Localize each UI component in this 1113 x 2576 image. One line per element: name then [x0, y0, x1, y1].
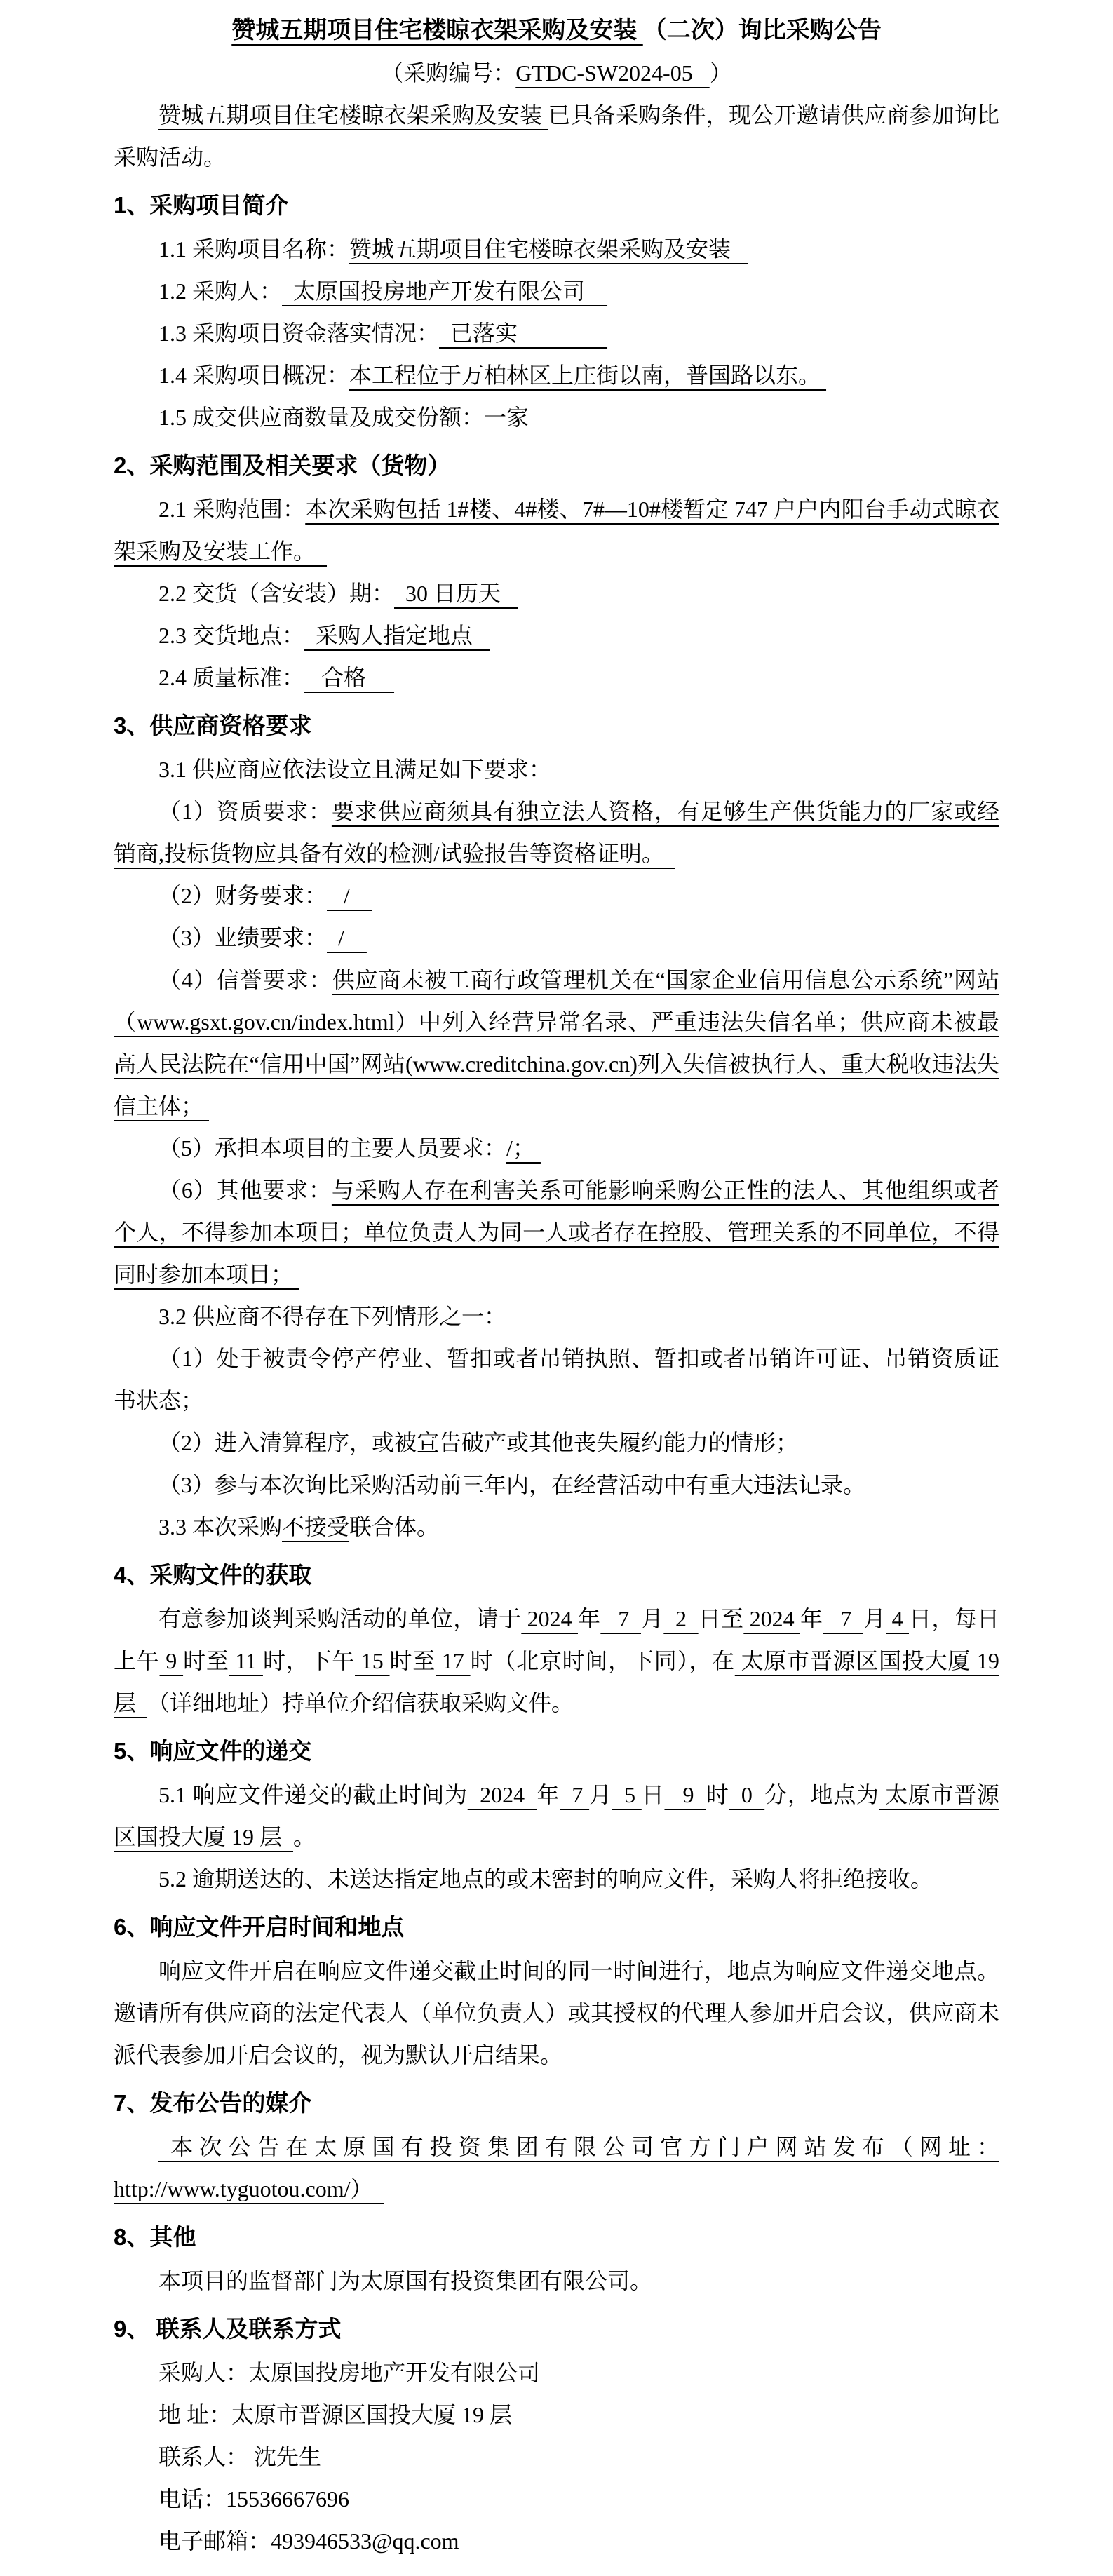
text-run: 采购人：太原国投房地产开发有限公司	[158, 2360, 541, 2385]
text-run: 5、响应文件的递交	[114, 1738, 312, 1764]
underlined-text-run: 本次公告在太原国有投资集团有限公司官方门户网站发布（网址：http://www.tyguotou.com/）	[114, 2134, 999, 2201]
section-7-heading	[114, 2082, 999, 2124]
item-2-4	[114, 656, 999, 699]
text-run: 日，每日上午	[114, 1606, 999, 1673]
underlined-text-run: 15	[355, 1648, 390, 1673]
section-4-paragraph	[114, 1598, 999, 1724]
text-run: 2.3 交货地点：	[158, 623, 305, 648]
text-run: （6）其他要求：	[158, 1178, 332, 1203]
underlined-text-run: 2024	[467, 1782, 537, 1807]
section-4-heading	[114, 1554, 999, 1596]
section-2-heading	[114, 445, 999, 487]
item-1-3	[114, 312, 999, 354]
text-run: （2）财务要求：	[158, 883, 328, 908]
text-run: 3.3 本次采购	[158, 1514, 283, 1539]
contact-address	[114, 2394, 999, 2436]
text-run: 地 址：太原市晋源区国投大厦 19 层	[158, 2402, 513, 2427]
underlined-text-run: 2024	[521, 1606, 578, 1631]
contact-person	[114, 2436, 999, 2478]
item-3-3	[114, 1506, 999, 1548]
underlined-text-run: /；	[506, 1135, 541, 1161]
item-3-1	[114, 748, 999, 790]
item-3-1-2	[114, 875, 999, 917]
text-run: 2.4 质量标准：	[158, 665, 305, 690]
item-5-1	[114, 1774, 999, 1858]
text-run: 2、采购范围及相关要求（货物）	[114, 452, 451, 478]
text-run: （1）处于被责令停产停业、暂扣或者吊销执照、暂扣或者吊销许可证、吊销资质证书状态；	[114, 1346, 999, 1413]
underlined-text-run: 9	[664, 1782, 706, 1807]
text-run: 2.2 交货（含安装）期：	[158, 581, 395, 606]
item-3-2-3	[114, 1464, 999, 1506]
text-run: 日	[641, 1782, 665, 1807]
item-3-2	[114, 1295, 999, 1337]
text-run: 4、采购文件的获取	[114, 1562, 312, 1588]
text-run: （采购编号：	[381, 60, 516, 86]
procurement-number-line	[114, 52, 999, 94]
underlined-text-run: 赞城五期项目住宅楼晾衣架采购及安装	[158, 102, 548, 128]
text-run: 8、其他	[114, 2224, 196, 2250]
text-run: 联合体。	[349, 1514, 440, 1539]
underlined-text-run: 太原市晋源区国投大厦 19 层	[114, 1782, 999, 1849]
contact-phone	[114, 2478, 999, 2520]
text-run: 5.1 响应文件递交的截止时间为	[158, 1782, 468, 1807]
item-1-5	[114, 396, 999, 438]
text-run: 时至	[183, 1648, 229, 1673]
text-run: 时	[706, 1782, 729, 1807]
underlined-text-run: 要求供应商须具有独立法人资格，有足够生产供货能力的厂家或经销商,投标货物应具备有效的检测/试验报告等资格证明。	[114, 799, 999, 866]
text-run: （1）资质要求：	[158, 799, 332, 824]
item-2-3	[114, 614, 999, 656]
text-run: 1.1 采购项目名称：	[158, 236, 350, 262]
text-run: 日至	[698, 1606, 744, 1631]
section-8-paragraph	[114, 2260, 999, 2302]
underlined-text-run: 赞城五期项目住宅楼晾衣架采购及安装	[231, 18, 643, 43]
text-run: 1.2 采购人：	[158, 278, 283, 304]
item-3-1-4	[114, 959, 999, 1127]
underlined-text-run: 太原市晋源区国投大厦 19 层	[114, 1648, 999, 1715]
section-5-heading	[114, 1730, 999, 1772]
text-run: （详细地址）持单位介绍信获取采购文件。	[147, 1690, 574, 1715]
underlined-text-run: /	[327, 883, 372, 908]
text-run: 年	[537, 1782, 560, 1807]
item-5-2	[114, 1858, 999, 1900]
text-run: 1、采购项目简介	[114, 192, 289, 218]
contact-purchaser	[114, 2352, 999, 2394]
item-3-2-2	[114, 1422, 999, 1464]
announcement-document	[114, 10, 999, 2562]
item-3-1-1	[114, 790, 999, 875]
text-run: （3）业绩要求：	[158, 925, 328, 950]
text-run: （3）参与本次询比采购活动前三年内，在经营活动中有重大违法记录。	[158, 1472, 866, 1497]
underlined-text-run: 30 日历天	[394, 581, 518, 606]
text-run: 3.2 供应商不得存在下列情形之一：	[158, 1304, 507, 1329]
text-run: 电话：15536667696	[158, 2486, 350, 2511]
text-run: 1.4 采购项目概况：	[158, 363, 350, 388]
underlined-text-run: 17	[436, 1648, 471, 1673]
text-run: 本项目的监督部门为太原国有投资集团有限公司。	[158, 2268, 653, 2293]
underlined-text-run: 本次采购包括 1#楼、4#楼、7#—10#楼暂定 747 户户内阳台手动式晾衣架采购及安装工作。	[114, 497, 999, 564]
underlined-text-run: 采购人指定地点	[304, 623, 490, 648]
text-run: 月	[589, 1782, 612, 1807]
text-run: 月	[640, 1606, 664, 1631]
text-run: 月	[863, 1606, 886, 1631]
contact-email	[114, 2520, 999, 2562]
underlined-text-run: 太原国投房地产开发有限公司	[282, 278, 608, 304]
underlined-text-run: 0	[729, 1782, 765, 1807]
underlined-text-run: 供应商未被工商行政管理机关在“国家企业信用信息公示系统”网站（www.gsxt.gov.cn/index.html）中列入经营异常名录、严重违法失信名单；供应商未被最高人民法院在“信用中国”网站(www.creditchina.gov.cn)列入失信被执行人、重大税收违法失信主体；	[114, 967, 999, 1119]
item-1-4	[114, 354, 999, 396]
underlined-text-run: 2	[663, 1606, 699, 1631]
text-run: 已具备采购条件，现公开邀请供应商参加询比采购活动。	[114, 102, 999, 170]
underlined-text-run: 7	[600, 1606, 641, 1631]
intro-paragraph	[114, 94, 999, 178]
section-8-heading	[114, 2216, 999, 2258]
item-3-1-5	[114, 1127, 999, 1169]
section-7-paragraph	[114, 2126, 999, 2210]
underlined-text-run: /	[327, 925, 367, 950]
text-run: 时（北京时间，下同），在	[470, 1648, 735, 1673]
text-run: 1.3 采购项目资金落实情况：	[158, 321, 440, 346]
underlined-text-run: 赞城五期项目住宅楼晾衣架采购及安装	[349, 236, 748, 262]
text-run: 3、供应商资格要求	[114, 713, 312, 739]
item-2-2	[114, 572, 999, 614]
underlined-text-run: 与采购人存在利害关系可能影响采购公正性的法人、其他组织或者个人，不得参加本项目；单位负责人为同一人或者存在控股、管理关系的不同单位，不得同时参加本项目；	[114, 1178, 999, 1287]
text-run: （二次）询比采购公告	[642, 18, 882, 43]
underlined-text-run: 合格	[304, 665, 395, 690]
item-3-1-6	[114, 1169, 999, 1295]
underlined-text-run: 本工程位于万柏林区上庄街以南，普国路以东。	[349, 363, 827, 388]
text-run: 联系人： 沈先生	[158, 2444, 322, 2469]
item-1-1	[114, 228, 999, 270]
text-run: 年	[800, 1606, 823, 1631]
text-run: 9、 联系人及联系方式	[114, 2316, 342, 2342]
text-run: 6、响应文件开启时间和地点	[114, 1914, 405, 1940]
text-run: 有意参加谈判采购活动的单位，请于	[158, 1606, 522, 1631]
underlined-text-run: 2024	[743, 1606, 800, 1631]
item-1-2	[114, 270, 999, 312]
underlined-text-run: 11	[229, 1648, 263, 1673]
text-run: 7、发布公告的媒介	[114, 2090, 312, 2116]
text-run: 。	[293, 1824, 316, 1849]
item-3-1-3	[114, 917, 999, 959]
text-run: （5）承担本项目的主要人员要求：	[158, 1135, 507, 1161]
text-run: 3.1 供应商应依法设立且满足如下要求：	[158, 757, 552, 782]
text-run: 分，地点为	[764, 1782, 879, 1807]
text-run: （4）信誉要求：	[158, 967, 332, 992]
item-3-2-1	[114, 1337, 999, 1422]
text-run: （2）进入清算程序，或被宣告破产或其他丧失履约能力的情形；	[158, 1430, 799, 1455]
underlined-text-run: 5	[612, 1782, 642, 1807]
underlined-text-run: GTDC-SW2024-05	[515, 60, 710, 86]
section-3-heading	[114, 705, 999, 747]
item-2-1	[114, 488, 999, 572]
underlined-text-run: 已落实	[439, 321, 608, 346]
section-6-paragraph	[114, 1950, 999, 2076]
underlined-text-run: 7	[560, 1782, 590, 1807]
document-title	[114, 10, 999, 52]
text-run: 电子邮箱：493946533@qq.com	[158, 2528, 459, 2554]
text-run: 响应文件开启在响应文件递交截止时间的同一时间进行，地点为响应文件递交地点。邀请所有供应商的法定代表人（单位负责人）或其授权的代理人参加开启会议，供应商未派代表参加开启会议的，视为默认开启结果。	[114, 1958, 999, 2068]
underlined-text-run: 7	[823, 1606, 863, 1631]
section-6-heading	[114, 1906, 999, 1948]
text-run: 时，下午	[262, 1648, 355, 1673]
text-run: ）	[709, 60, 732, 86]
underlined-text-run: 4	[886, 1606, 909, 1631]
underlined-text-run: 9	[159, 1648, 184, 1673]
section-9-heading	[114, 2308, 999, 2350]
text-run: 2.1 采购范围：	[158, 497, 306, 522]
text-run: 时至	[389, 1648, 436, 1673]
underlined-text-run: 不接受	[282, 1514, 350, 1539]
section-1-heading	[114, 184, 999, 227]
text-run: 1.5 成交供应商数量及成交份额：一家	[158, 405, 529, 430]
text-run: 年	[577, 1606, 601, 1631]
text-run: 5.2 逾期送达的、未送达指定地点的或未密封的响应文件，采购人将拒绝接收。	[158, 1866, 933, 1891]
